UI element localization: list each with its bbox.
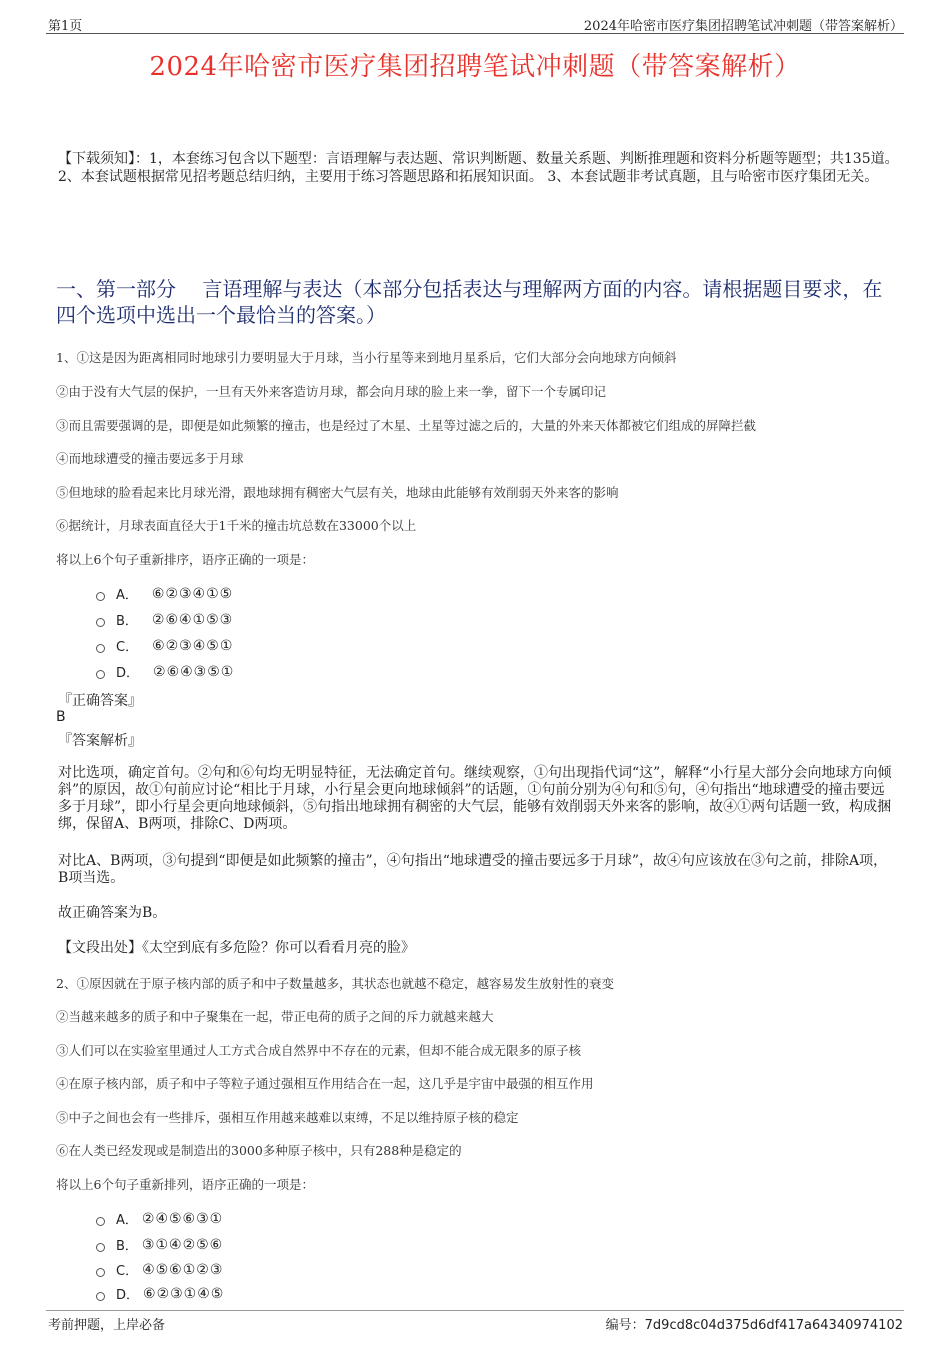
- option-letter: D．: [116, 1288, 140, 1303]
- q2-option-a[interactable]: [96, 1209, 223, 1228]
- radio-icon[interactable]: [96, 592, 105, 601]
- analysis-label: 『答案解析』: [58, 733, 142, 749]
- radio-icon[interactable]: [96, 1217, 105, 1226]
- q1-line: ⑤但地球的脸看起来比月球光滑，跟地球拥有稠密大气层有关，地球由此能够有效削弱天外来客的影响: [56, 485, 619, 500]
- q2-line: 2、①原因就在于原子核内部的质子和中子数量越多，其状态也就越不稳定，越容易发生放射性的衰变: [56, 976, 614, 991]
- q1-option-b[interactable]: [96, 610, 233, 629]
- correct-answer: B: [56, 709, 66, 725]
- footer-code: [606, 1314, 903, 1333]
- option-letter: D．: [116, 666, 140, 681]
- q2-option-b[interactable]: [96, 1235, 223, 1254]
- q1-line: 1、①这是因为距离相同时地球引力要明显大于月球，当小行星等来到地月星系后，它们大部分会向地球方向倾斜: [56, 350, 677, 365]
- q2-line: ②当越来越多的质子和中子聚集在一起，带正电荷的质子之间的斥力就越来越大: [56, 1009, 494, 1024]
- page-number: 第1页: [48, 19, 83, 34]
- q2-line: ③人们可以在实验室里通过人工方式合成自然界中不存在的元素，但却不能合成无限多的原子核: [56, 1043, 582, 1058]
- q1-option-c[interactable]: [96, 636, 233, 655]
- q2-line: ⑤中子之间也会有一些排斥，强相互作用越来越难以束缚，不足以维持原子核的稳定: [56, 1110, 519, 1125]
- option-text: ⑥②③①④⑤: [143, 1285, 225, 1302]
- q1-line: ⑥据统计，月球表面直径大于1千米的撞击坑总数在33000个以上: [56, 518, 417, 533]
- footer-slogan: 考前押题，上岸必备: [48, 1318, 166, 1333]
- option-text: ⑥②③④①⑤: [151, 585, 234, 602]
- option-letter: B．: [116, 614, 138, 629]
- footer-divider: [46, 1310, 904, 1311]
- download-notice: 【下载须知】：1，本套练习包含以下题型：言语理解与表达题、常识判断题、数量关系题、判断推理题和资料分析题等题型；共135道。 2、本套试题根据常见招考题总结归纳，主要用于练习答题思路和拓展知识面。 3、本套试题非考试真题，且与哈密市医疗集团无关。: [58, 151, 899, 185]
- analysis-paragraph: 对比选项，确定首句。②句和⑥句均无明显特征，无法确定首句。继续观察，①句出现指代词“这”，解释“小行星大部分会向地球方向倾斜”的原因，故①句前应讨论“相比于月球，小行星会更向地球倾斜”的话题，①句前分别为④句和⑤句，④句指出“地球遭受的撞击要远多于月球”，即小行星会更向地球倾斜，⑤句指出地球拥有稠密的大气层，能够有效削弱天外来客的影响，故④①两句话题一致，构成捆绑，保留A、B两项，排除C、D两项。: [58, 765, 892, 832]
- analysis-paragraph: 对比A、B两项，③句提到“即便是如此频繁的撞击”，④句指出“地球遭受的撞击要远多于月球”，故④句应该放在③句之前，排除A项，B项当选。: [58, 853, 888, 886]
- q2-line: ④在原子核内部，质子和中子等粒子通过强相互作用结合在一起，这几乎是宇宙中最强的相互作用: [56, 1076, 594, 1091]
- header-divider: [46, 33, 904, 34]
- option-text: ②⑥④①⑤③: [151, 611, 234, 628]
- section-heading: 一、第一部分 言语理解与表达（本部分包括表达与理解两方面的内容。请根据题目要求，在四个选项中选出一个最恰当的答案。）: [56, 277, 883, 327]
- q1-option-d[interactable]: [96, 662, 234, 681]
- option-letter: A．: [116, 588, 138, 603]
- option-text: ④⑤⑥①②③: [142, 1261, 224, 1278]
- radio-icon[interactable]: [96, 618, 105, 627]
- option-letter: C．: [116, 1264, 139, 1279]
- page-title: 2024年哈密市医疗集团招聘笔试冲刺题（带答案解析）: [149, 52, 801, 82]
- passage-source: 【文段出处】《太空到底有多危险？你可以看看月亮的脸》: [58, 940, 415, 956]
- q1-line: ③而且需要强调的是，即便是如此频繁的撞击，也是经过了木星、土星等过滤之后的，大量的外来天体都被它们组成的屏障拦截: [56, 418, 757, 433]
- option-text: ②⑥④③⑤①: [153, 663, 235, 680]
- footer-code-label: 编号：: [605, 1318, 645, 1333]
- radio-icon[interactable]: [96, 644, 105, 653]
- option-letter: C．: [116, 640, 139, 655]
- option-letter: A．: [116, 1213, 138, 1228]
- option-text: ③①④②⑤⑥: [141, 1236, 224, 1253]
- q1-option-a[interactable]: [96, 584, 233, 603]
- radio-icon[interactable]: [96, 670, 105, 679]
- radio-icon[interactable]: [96, 1292, 105, 1301]
- radio-icon[interactable]: [96, 1243, 105, 1252]
- q1-line: ②由于没有大气层的保护，一旦有天外来客造访月球，都会向月球的脸上来一拳，留下一个专属印记: [56, 384, 607, 399]
- q1-line: ④而地球遭受的撞击要远多于月球: [56, 451, 244, 466]
- option-text: ⑥②③④⑤①: [152, 637, 234, 654]
- q2-option-c[interactable]: [96, 1260, 223, 1279]
- option-letter: B．: [116, 1239, 138, 1254]
- q2-line: ⑥在人类已经发现或是制造出的3000多种原子核中，只有288种是稳定的: [56, 1143, 462, 1158]
- answer-label: 『正确答案』: [58, 693, 142, 709]
- q2-option-d[interactable]: [96, 1284, 224, 1303]
- header-doc-title: 2024年哈密市医疗集团招聘笔试冲刺题（带答案解析）: [583, 19, 903, 34]
- analysis-conclusion: 故正确答案为B。: [58, 905, 167, 921]
- option-text: ②④⑤⑥③①: [141, 1210, 224, 1227]
- q1-prompt: 将以上6个句子重新排序，语序正确的一项是：: [56, 552, 314, 567]
- radio-icon[interactable]: [96, 1268, 105, 1277]
- footer-code-value: 7d9cd8c04d375d6df417a64340974102: [644, 1318, 903, 1333]
- q2-prompt: 将以上6个句子重新排列，语序正确的一项是：: [56, 1177, 314, 1192]
